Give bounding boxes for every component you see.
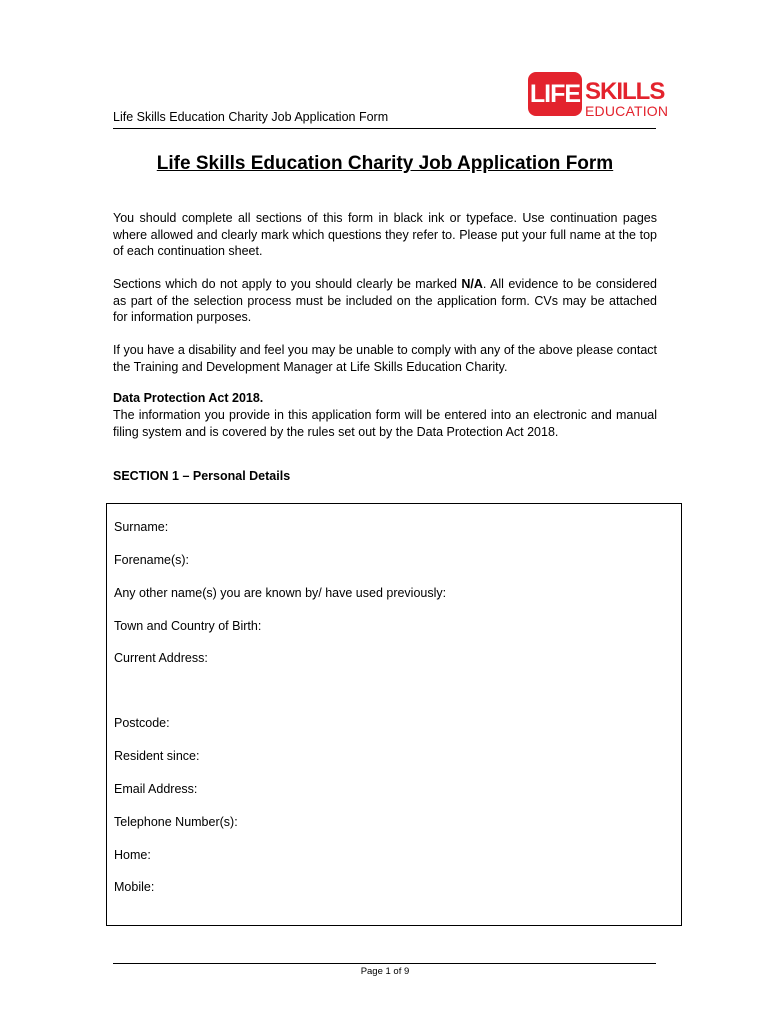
intro-p2-text-b: . All evidence to be considered as part of the selection process must be included on the application form. CVs may be attached for information purposes. [113, 277, 657, 324]
document-title: Life Skills Education Charity Job Application Form [156, 153, 614, 174]
footer-divider [113, 963, 656, 964]
data-protection-text: The information you provide in this application form will be entered into an electronic and manual filing system and is covered by the rules set out by the Data Protection Act 2018. [113, 408, 657, 439]
na-emphasis: N/A [461, 277, 483, 291]
life-skills-logo [528, 72, 669, 128]
logo-skills-text: SKILLS [585, 78, 665, 105]
header-divider [113, 128, 656, 129]
intro-paragraph-2 [113, 276, 657, 326]
current-address-field[interactable]: Current Address: [114, 651, 208, 665]
section-1-title: SECTION 1 – Personal Details [113, 469, 291, 483]
intro-paragraph-1: You should complete all sections of this form in black ink or typeface. Use continuation pages where allowed and clearly mark which questions they refer to. Please put your full name at the top of each continuation sheet. [113, 211, 657, 258]
email-field[interactable]: Email Address: [114, 782, 198, 796]
intro-p2-text-a: Sections which do not apply to you should clearly be marked [113, 277, 462, 291]
personal-details-box [106, 503, 682, 926]
surname-field[interactable]: Surname: [114, 520, 169, 534]
logo-life-badge: LIFE [528, 72, 582, 116]
page-number: Page 1 of 9 [360, 966, 410, 977]
data-protection-heading: Data Protection Act 2018. [113, 391, 264, 405]
resident-since-field[interactable]: Resident since: [114, 749, 200, 763]
header-title: Life Skills Education Charity Job Application Form [113, 110, 389, 124]
home-phone-field[interactable]: Home: [114, 848, 151, 862]
intro-paragraph-3: If you have a disability and feel you may be unable to comply with any of the above please contact the Training and Development Manager at Life Skills Education Charity. [113, 343, 657, 374]
other-names-field[interactable]: Any other name(s) you are known by/ have used previously: [114, 586, 447, 600]
birth-place-field[interactable]: Town and Country of Birth: [114, 619, 262, 633]
postcode-field[interactable]: Postcode: [114, 716, 170, 730]
telephone-field[interactable]: Telephone Number(s): [114, 815, 238, 829]
logo-education-text: EDUCATION [585, 103, 669, 119]
mobile-phone-field[interactable]: Mobile: [114, 880, 155, 894]
forenames-field[interactable]: Forename(s): [114, 553, 190, 567]
